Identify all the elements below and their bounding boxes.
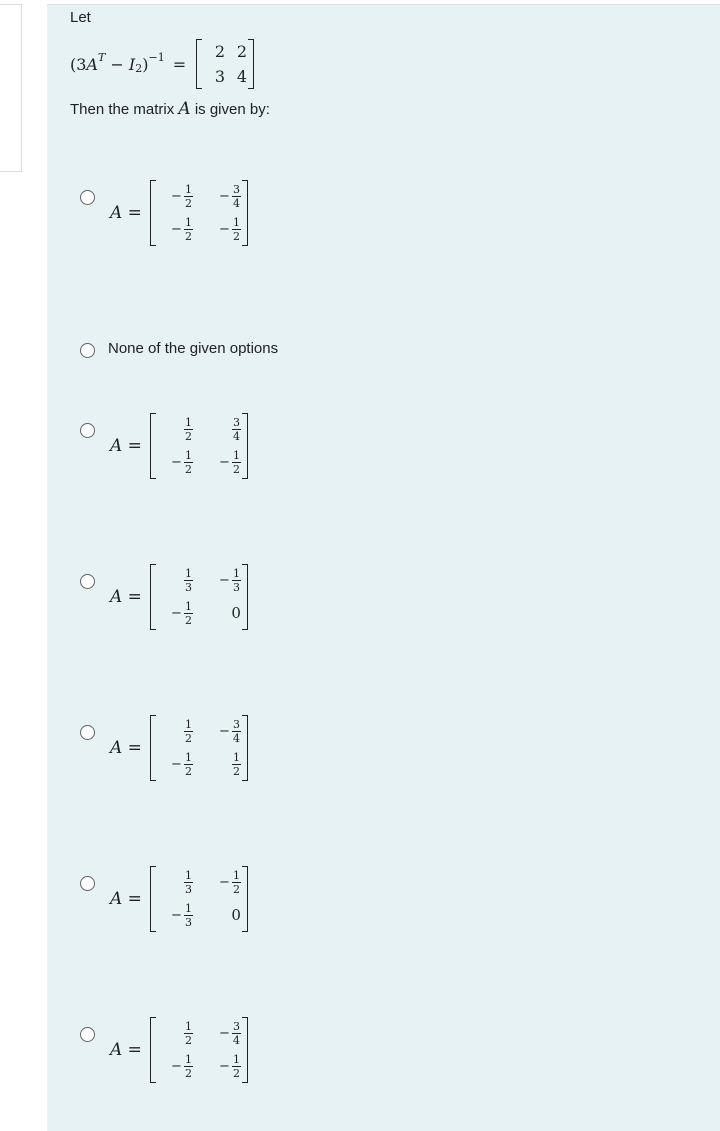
matrix-entry: − $\frac{3}{4}$ [219,718,240,745]
matrix-entry: − $\frac{1}{2}$ [171,449,192,476]
matrix-entry: − $\frac{1}{2}$ [219,869,240,896]
matrix-entry: − $\frac{3}{4}$ [219,1020,240,1047]
option-formula [110,180,248,246]
question-prompt: Then the matrix A is given by: [70,99,270,119]
given-equation [70,38,254,90]
matrix-entry: $\frac{1}{2}$ [184,718,192,745]
option-formula [110,413,248,479]
matrix-entry: − $\frac{1}{2}$ [219,216,240,243]
option-formula [110,564,248,630]
matrix-entry: 0 [231,906,241,924]
formula-lhs: A = [110,738,142,758]
matrix-entry: − $\frac{1}{2}$ [171,183,192,210]
question-intro: Let [70,9,91,26]
formula-lhs: A = [110,436,142,456]
formula-lhs: A = [110,203,142,223]
option-formula [110,1017,248,1083]
matrix-entry: $\frac{1}{3}$ [184,567,192,594]
radio-button[interactable] [80,343,95,358]
eq-minus: − [105,54,129,74]
formula-lhs: A = [110,587,142,607]
eq-identity: I [128,54,136,74]
matrix-entry: 0 [231,604,241,622]
eq-transpose: T [97,50,106,64]
matrix-entry: $\frac{3}{4}$ [232,416,240,443]
matrix-entry: − $\frac{1}{2}$ [219,449,240,476]
radio-button[interactable] [80,725,95,740]
formula-lhs: A = [110,889,142,909]
option-matrix [150,180,248,246]
eq-close: ) [142,54,149,74]
matrix-entry: $\frac{1}{2}$ [184,1020,192,1047]
rhs-cell: 4 [236,67,248,86]
rhs-matrix [196,39,254,89]
matrix-entry: $\frac{1}{3}$ [184,869,192,896]
matrix-entry: − $\frac{1}{2}$ [171,1053,192,1080]
matrix-entry: − $\frac{1}{2}$ [219,1053,240,1080]
matrix-entry: $\frac{1}{2}$ [232,751,240,778]
eq-open: (3 [70,54,87,74]
radio-button[interactable] [80,574,95,589]
radio-button[interactable] [80,876,95,891]
option-matrix [150,715,248,781]
option-matrix [150,1017,248,1083]
left-card-edge [0,4,22,172]
matrix-entry: − $\frac{1}{2}$ [171,600,192,627]
radio-button[interactable] [80,423,95,438]
matrix-entry: − $\frac{1}{2}$ [171,751,192,778]
option-label[interactable]: None of the given options [108,340,279,357]
eq-var-a: A [86,54,98,74]
eq-equals: = [172,54,187,74]
rhs-cell: 2 [214,42,226,61]
radio-button[interactable] [80,1027,95,1042]
matrix-entry: $\frac{1}{2}$ [184,416,192,443]
option-matrix [150,866,248,932]
formula-lhs: A = [110,1040,142,1060]
option-matrix [150,564,248,630]
option-formula [110,715,248,781]
eq-inverse: −1 [148,50,165,64]
matrix-entry: − $\frac{1}{2}$ [171,216,192,243]
matrix-entry: − $\frac{1}{3}$ [219,567,240,594]
rhs-cell: 2 [236,42,248,61]
eq-identity-sub: 2 [135,61,143,75]
option-formula [110,866,248,932]
radio-button[interactable] [80,190,95,205]
matrix-entry: − $\frac{1}{3}$ [171,902,192,929]
option-matrix [150,413,248,479]
rhs-cell: 3 [214,67,226,86]
matrix-entry: − $\frac{3}{4}$ [219,183,240,210]
